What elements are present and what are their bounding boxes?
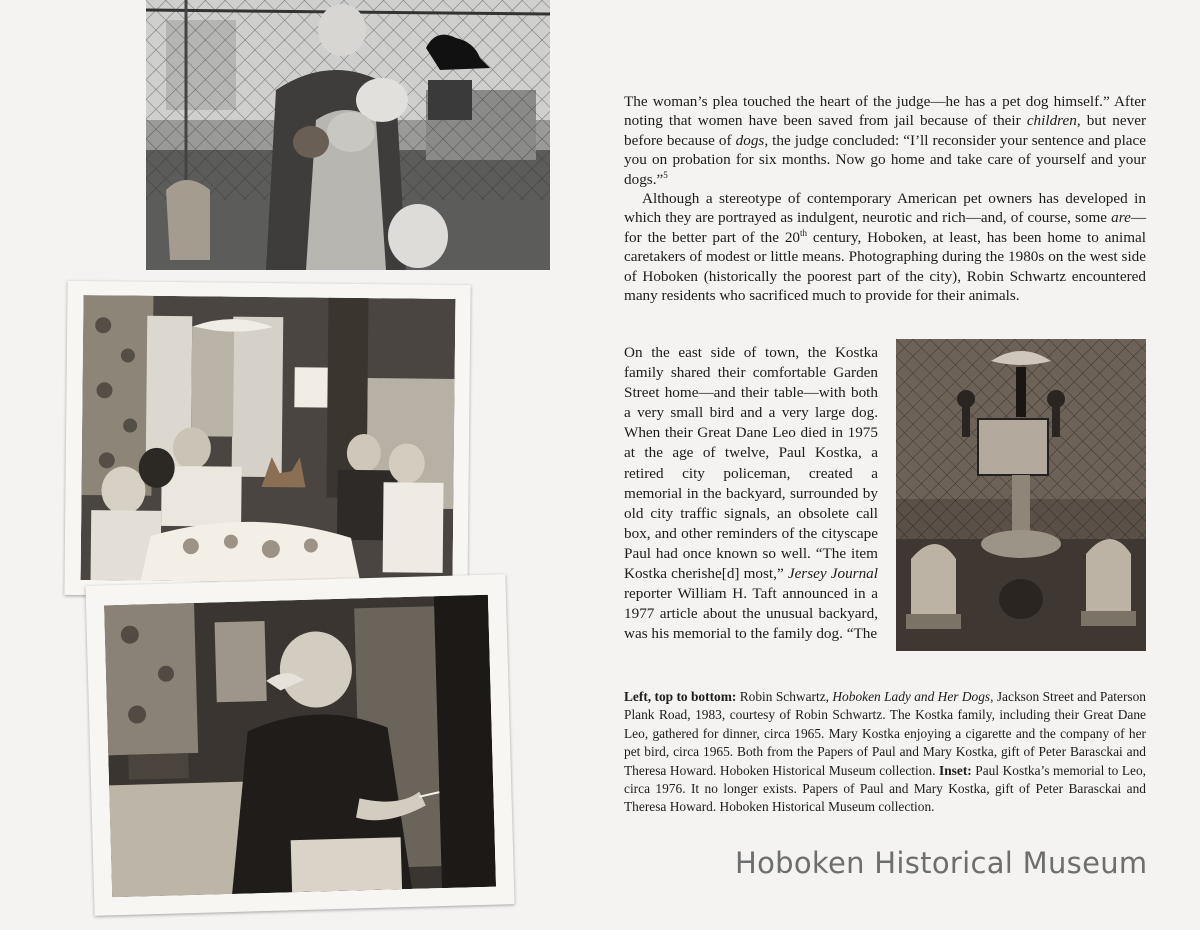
paragraph-judge-plea: The woman’s plea touched the heart of the judge—he has a pet dog himself.” After noting that women have been saved from jail because of their children, but never before because of dogs, the judge concluded: “I’ll reconsider your sentence and place you on probation for six months. Now go home and take care of yourself and your dogs.”$^5$ xyxy=(624,93,1147,188)
photo-leo-memorial-inset xyxy=(896,339,1146,651)
photo-hoboken-lady-and-dogs xyxy=(146,0,550,270)
article-body-wrapped xyxy=(624,343,878,644)
paragraph-stereotype: Although a stereotype of contemporary American pet owners has developed in which they are portrayed as indulgent, neurotic and rich—and, of course, some are—for the better part of the 20th century, Hoboken, at least, has been home to animal caretakers of modest or little means. Photographing during the 1980s on the west side of Hoboken (historically the poorest part of the city), Robin Schwartz encountered many residents who sacrificed much to provide for their animals. xyxy=(624,190,1147,305)
caption-label-inset: Inset: xyxy=(939,762,972,778)
article-body-top xyxy=(624,92,1146,305)
caption-label-left: Left, top to bottom: xyxy=(624,689,737,704)
photo-kostka-family-dinner xyxy=(64,281,470,599)
photo-caption: Left, top to bottom: Robin Schwartz, Hoboken Lady and Her Dogs, Jackson Street and Paterson Plank Road, 1983, courtesy of Robin Schwartz. The Kostka family, including their Great Dane Leo, gathered for dinner, circa 1965. Mary Kostka enjoying a cigarette and the company of her pet bird, circa 1965. Both from the Papers of Paul and Mary Kostka, gift of Peter Barasckai and Theresa Howard. Hoboken Historical Museum collection. Inset: Paul Kostka’s memorial to Leo, circa 1976. It no longer exists. Papers of Paul and Mary Kostka, gift of Peter Barasckai and Theresa Howard. Hoboken Historical Museum collection. xyxy=(624,689,1147,815)
paragraph-kostka-family: On the east side of town, the Kostka family shared their comfortable Garden Street home—and their table—with both a very small bird and a very large dog. When their Great Dane Leo died in 1975 at the age of twelve, Paul Kostka, a retired city policeman, created a memorial in the backyard, surrounded by old city traffic signals, an obsolete call box, and other reminders of the cityscape Paul had once known so well. “The item Kostka cherishe[d] most,” Jersey Journal reporter William H. Taft announced in a 1977 article about the unusual backyard, was his memorial to the family dog. “The xyxy=(624,344,878,643)
footnote-marker: 5 xyxy=(663,169,668,180)
photo-mary-kostka-with-bird xyxy=(85,574,514,916)
museum-watermark: Hoboken Historical Museum xyxy=(735,846,1148,880)
